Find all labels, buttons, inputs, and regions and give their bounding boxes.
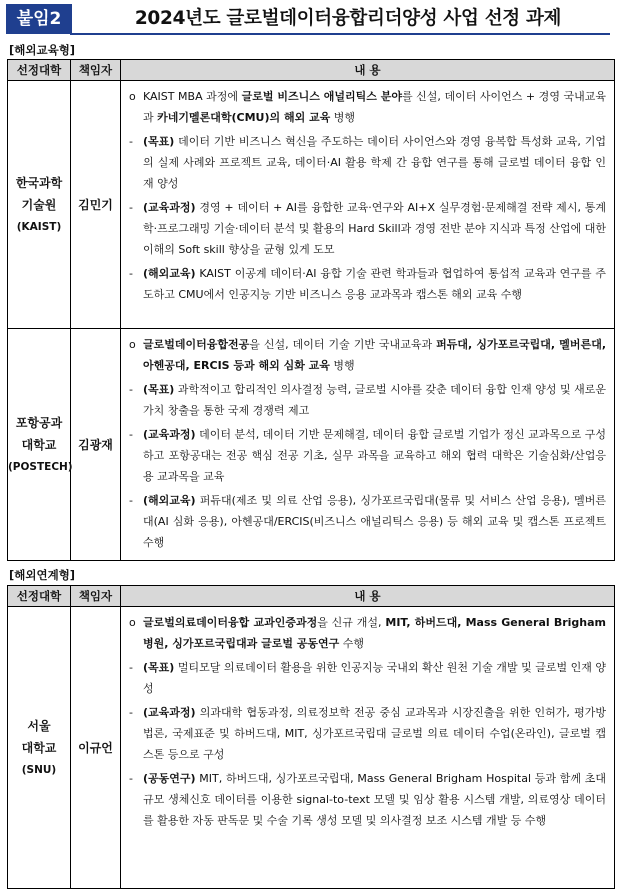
main-text-bold: 글로벌데이터융합전공 <box>143 338 250 351</box>
sub-item-text: 데이터 분석, 데이터 기반 문제해결, 데이터 융합 글로벌 기업가 정신 교과목으로 구성하고 포항공대는 전공 핵심 전공 기초, 실무 과목을 교육하고 해외 협력 대학은 기술심화/산업응용 교과목을 교육 <box>143 428 606 483</box>
table-row <box>8 81 615 329</box>
sub-item-heading: (교육과정) <box>143 706 196 719</box>
dash-marker: - <box>129 494 133 507</box>
university-name-line: 한국과학 <box>15 175 63 190</box>
sub-item-goal <box>129 657 606 699</box>
sub-item-curriculum <box>129 702 606 765</box>
main-text-bold: 퍼듀대, 싱가포르국립대, 멜버른대, 아헨공대, ERCIS 등과 해외 심화 교육 <box>143 338 606 372</box>
column-header-person: 책임자 <box>71 60 121 81</box>
table-header-row <box>8 60 615 81</box>
university-english-name: (POSTECH) <box>8 460 73 473</box>
sub-item-text: 경영 + 데이터 + AI를 융합한 교육·연구와 AI+X 실무경험·문제해결 전략 제시, 통계학·프로그래밍 기술·데이터 분석 및 활용의 Hard Skill과 경영 전반 분야 지식과 특정 산업에 대한 이해의 Soft skill 향상을 균형 있게 도모 <box>143 201 606 256</box>
page-title: 2024년도 글로벌데이터융합리더양성 사업 선정 과제 <box>134 8 562 29</box>
table-row <box>8 607 615 889</box>
column-header-person: 책임자 <box>71 586 121 607</box>
sub-item-heading: (해외교육) <box>143 267 196 280</box>
main-text-bold: 카네기멜론대학(CMU)의 해외 교육 <box>157 111 331 124</box>
sub-item-curriculum <box>129 197 606 260</box>
main-item <box>129 86 606 128</box>
bullet-marker: o <box>129 338 136 351</box>
sub-item-text: 데이터 기반 비즈니스 혁신을 주도하는 데이터 사이언스와 경영 융복합 특성화 교육, 기업의 실제 사례와 프로젝트 교육, 데이터·AI 활용 학제 간 융합 연구를 통해 글로벌 데이터 융합 인재 양성 <box>143 135 606 190</box>
sub-item-text: 과학적이고 합리적인 의사결정 능력, 글로벌 시야를 갖춘 데이터 융합 인재 양성 및 새로운 가치 창출을 통한 국제 경쟁력 제고 <box>143 383 606 417</box>
content-cell <box>121 607 615 889</box>
sub-item-heading: (공동연구) <box>143 772 196 785</box>
dash-marker: - <box>129 661 133 674</box>
selection-table-overseas-education <box>7 59 615 561</box>
sub-item-heading: (목표) <box>143 383 175 396</box>
university-name-line: 기술원 <box>21 197 57 212</box>
dash-marker: - <box>129 267 133 280</box>
person-in-charge: 이규언 <box>71 607 121 889</box>
university-english-name: (SNU) <box>21 763 57 776</box>
table-header-row <box>8 586 615 607</box>
page-header <box>6 4 612 36</box>
main-text: 을 신규 개설, <box>317 616 386 629</box>
section-label-overseas-linkage: [해외연계형] <box>9 568 76 582</box>
sub-item-text: MIT, 하버드대, 싱가포르국립대, Mass General Brigham Hospital 등과 함께 초대규모 생체신호 데이터를 이용한 signal-to-text 모델 및 임상 활용 시스템 개발, 의료영상 데이터를 활용한 자동 판독문 및 수술 기록 생성 모델 및 의사결정 보조 시스템 개발 등 수행 <box>143 772 606 827</box>
university-name-line: 대학교 <box>21 740 57 755</box>
column-header-university: 선정대학 <box>8 586 71 607</box>
main-text: 병행 <box>329 359 355 372</box>
content-cell <box>121 81 615 329</box>
selection-table-overseas-linkage <box>7 585 615 889</box>
university-name-line: 서울 <box>27 718 51 733</box>
main-text: 을 신설, 데이터 기술 기반 국내교육과 <box>249 338 437 351</box>
main-item <box>129 612 606 654</box>
column-header-content: 내 용 <box>121 586 615 607</box>
university-cell <box>8 607 71 889</box>
sub-item-joint-research <box>129 768 606 831</box>
dash-marker: - <box>129 772 133 785</box>
sub-item-text: 의과대학 협동과정, 의료정보학 전공 중심 교과목과 시장진출을 위한 인허가, 평가방법론, 국제표준 및 하버드대, MIT, 싱가포르국립대 글로벌 의료 데이터 수업(온라인), 글로벌 캡스톤 등으로 구성 <box>143 706 606 761</box>
sub-item-text: 퍼듀대(제조 및 의료 산업 응용), 싱가포르국립대(물류 및 서비스 산업 응용), 멜버른대(AI 심화 응용), 아헨공대/ERCIS(비즈니스 애널리틱스 응용) 등 해외 교육 및 캡스톤 프로젝트 수행 <box>143 494 606 549</box>
attachment-badge: 붙임2 <box>6 4 72 34</box>
table-row <box>8 329 615 561</box>
column-header-university: 선정대학 <box>8 60 71 81</box>
sub-item-goal <box>129 379 606 421</box>
main-text: 수행 <box>339 637 365 650</box>
bullet-marker: o <box>129 90 136 103</box>
main-text: 를 신설, 데이터 사이언스 + 경영 국내교육과 <box>143 90 606 124</box>
dash-marker: - <box>129 706 133 719</box>
sub-item-text: KAIST 이공계 데이터·AI 융합 기술 관련 학과들과 협업하여 통섭적 교육과 연구를 주도하고 CMU에서 인공지능 기반 비즈니스 응용 교과목과 캡스톤 해외 교육 수행 <box>143 267 606 301</box>
main-text-bold: 글로벌의료데이터융합 교과인증과정 <box>143 616 318 629</box>
title-underline <box>70 33 610 35</box>
sub-item-heading: (해외교육) <box>143 494 196 507</box>
section-label-overseas-education: [해외교육형] <box>9 43 76 57</box>
bullet-marker: o <box>129 616 136 629</box>
person-in-charge: 김광재 <box>71 329 121 561</box>
sub-item-text: 멀티모달 의료데이터 활용을 위한 인공지능 국내외 확산 원천 기술 개발 및 글로벌 인재 양성 <box>143 661 606 695</box>
sub-item-heading: (교육과정) <box>143 428 196 441</box>
university-cell <box>8 329 71 561</box>
dash-marker: - <box>129 135 133 148</box>
university-name-line: 대학교 <box>21 437 57 452</box>
main-text: KAIST MBA 과정에 <box>143 90 242 103</box>
sub-item-overseas-education <box>129 490 606 553</box>
main-text: 병행 <box>330 111 356 124</box>
university-english-name: (KAIST) <box>16 220 62 233</box>
university-name-line: 포항공과 <box>15 415 63 430</box>
sub-item-heading: (교육과정) <box>143 201 196 214</box>
main-text-bold: 글로벌 비즈니스 애널리틱스 분야 <box>241 90 402 103</box>
sub-item-curriculum <box>129 424 606 487</box>
dash-marker: - <box>129 201 133 214</box>
sub-item-heading: (목표) <box>143 661 175 674</box>
content-cell <box>121 329 615 561</box>
main-item <box>129 334 606 376</box>
university-cell <box>8 81 71 329</box>
dash-marker: - <box>129 383 133 396</box>
sub-item-goal <box>129 131 606 194</box>
sub-item-heading: (목표) <box>143 135 175 148</box>
sub-item-overseas-education <box>129 263 606 305</box>
main-text-bold: MIT, 하버드대, Mass General Brigham 병원, 싱가포르국립대과 글로벌 공동연구 <box>143 616 606 650</box>
column-header-content: 내 용 <box>121 60 615 81</box>
dash-marker: - <box>129 428 133 441</box>
person-in-charge: 김민기 <box>71 81 121 329</box>
